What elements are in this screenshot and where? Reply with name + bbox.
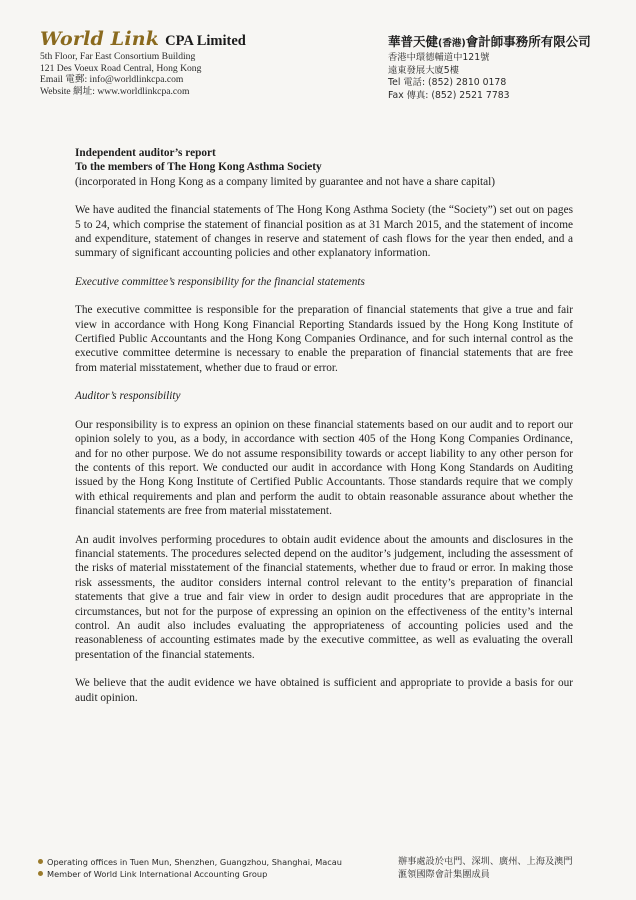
footer-english: [38, 856, 342, 881]
footer-member: [38, 868, 342, 880]
address-line: 121 Des Voeux Road Central, Hong Kong: [40, 62, 202, 74]
incorporation-note: (incorporated in Hong Kong as a company limited by guarantee and not have a share capital): [75, 175, 496, 188]
cn-name-suffix: 會計師事務所有限公司: [465, 34, 591, 49]
letterhead-chinese: [388, 32, 618, 102]
firm-address: [40, 51, 340, 97]
footer-offices: [38, 856, 342, 868]
footer-offices-text: Operating offices in Tuen Mun, Shenzhen, Guangzhou, Shanghai, Macau: [47, 857, 342, 867]
firm-address-chinese: [388, 52, 618, 102]
auditor-paragraph-3: We believe that the audit evidence we have obtained is sufficient and appropriate to provide a basis for our audit opinion.: [75, 677, 573, 704]
section-heading-auditor: Auditor’s responsibility: [75, 390, 181, 403]
executive-paragraph: The executive committee is responsible for the preparation of financial statements that give a true and fair view in accordance with Hong Kong Financial Reporting Standards issued by the Hong Kong Institute of Certified Public Accountants and the Hong Kong Companies Ordinance, and for such internal control as the executive committee determine is necessary to enable the preparation of financial statements that are free from material misstatement, whether due to fraud or error.: [75, 304, 573, 374]
brand-suffix: CPA Limited: [165, 33, 246, 49]
website-line: Website 網址: www.worldlinkcpa.com: [40, 85, 190, 97]
report-body: [75, 146, 573, 705]
footer-cn-member: 滙領國際會計集團成員: [398, 869, 490, 880]
cn-address-line: 香港中環德輔道中121號: [388, 52, 490, 63]
cn-name-main: 華普天健: [388, 34, 439, 49]
intro-paragraph: We have audited the financial statements of The Hong Kong Asthma Society (the “Society”) set out on pages 5 to 24, which comprise the statement of financial position as at 31 March 2015, and the statement of income and expenditure, statement of changes in reserve and statement of cash flows for the year then ended, and a summary of significant accounting policies and other explanatory information.: [75, 204, 573, 260]
email-line: Email 電郵: info@worldlinkcpa.com: [40, 74, 184, 86]
auditor-paragraph-2: An audit involves performing procedures to obtain audit evidence about the amounts and disclosures in the financial statements. The procedures selected depend on the auditor’s judgement, including the assessment of the risks of material misstatement of the financial statements, whether due to fraud or error. In making those risk assessments, the auditor considers internal control relevant to the entity’s preparation of financial statements that give a true and fair view in order to design audit procedures that are appropriate in the circumstances, but not for the purpose of expressing an opinion on the effectiveness of the entity’s internal control. An audit also includes evaluating the appropriateness of accounting policies used and the reasonableness of accounting estimates made by the executive committee, as well as evaluating the overall presentation of the financial statements.: [75, 533, 573, 661]
footer-chinese: [398, 855, 573, 881]
bullet-icon: [38, 859, 43, 864]
footer-cn-offices: 辦事處設於屯門、深圳、廣州、上海及澳門: [398, 856, 573, 867]
auditor-paragraph-1: Our responsibility is to express an opinion on these financial statements based on our audit and to report our opinion solely to you, as a body, in accordance with section 405 of the Hong Kong Companies Ordinance, and for no other purpose. We do not assume responsibility towards or accept liability to any other person for the contents of this report. We conducted our audit in accordance with Hong Kong Standards on Auditing issued by the Hong Kong Institute of Certified Public Accountants. Those standards require that we comply with ethical requirements and plan and perform the audit to obtain reasonable assurance about whether the financial statements are free from material misstatement.: [75, 418, 573, 518]
cn-name-region: (香港): [438, 38, 466, 49]
firm-logo: [40, 28, 340, 50]
section-heading-executive: Executive committee’s responsibility for the financial statements: [75, 275, 365, 288]
letterhead-english: [40, 28, 340, 97]
brand-script: World Link: [40, 28, 160, 50]
address-line: 5th Floor, Far East Consortium Building: [40, 51, 196, 62]
footer-member-text: Member of World Link International Accounting Group: [47, 869, 268, 880]
firm-name-chinese: [388, 32, 618, 50]
fax-line: Fax 傳真: (852) 2521 7783: [388, 89, 510, 101]
report-heading: Independent auditor’s report: [75, 147, 216, 159]
tel-line: Tel 電話: (852) 2810 0178: [388, 77, 507, 89]
cn-address-line: 遠東發展大廈5樓: [388, 64, 459, 76]
bullet-icon: [38, 871, 43, 876]
report-addressee: To the members of The Hong Kong Asthma Society: [75, 161, 322, 174]
